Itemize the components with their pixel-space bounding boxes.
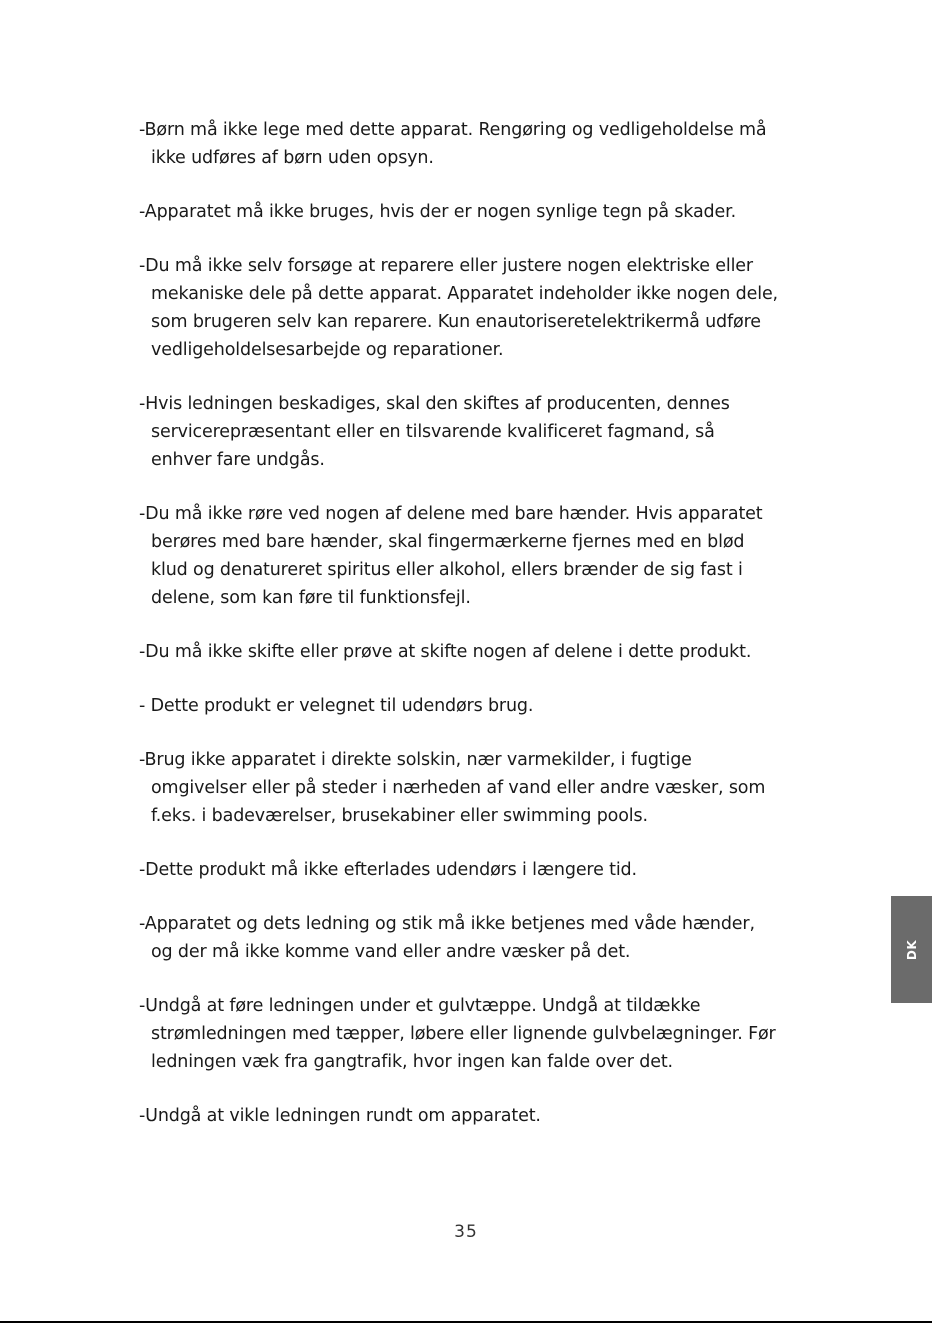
instruction-line: servicerepræsentant eller en tilsvarende kvalificeret fagmand, så <box>151 422 715 442</box>
instruction-line: og der må ikke komme vand eller andre væsker på det. <box>151 942 631 962</box>
instruction-line: ledningen væk fra gangtrafik, hvor ingen kan falde over det. <box>151 1052 673 1072</box>
instruction-line: som brugeren selv kan reparere. Kun enautoriseretelektrikermå udføre <box>151 312 761 332</box>
instruction-line: -Du må ikke røre ved nogen af delene med bare hænder. Hvis apparatet <box>139 504 763 524</box>
instruction-line: strømledningen med tæpper, løbere eller lignende gulvbelægninger. Før <box>151 1024 776 1044</box>
instruction-line: - Dette produkt er velegnet til udendørs brug. <box>139 696 534 716</box>
instruction-line: vedligeholdelsesarbejde og reparationer. <box>151 340 504 360</box>
instruction-line: ikke udføres af børn uden opsyn. <box>151 148 434 168</box>
instruction-item <box>139 692 819 720</box>
instruction-line: klud og denatureret spiritus eller alkohol, ellers brænder de sig fast i <box>151 560 743 580</box>
instruction-line: -Du må ikke selv forsøge at reparere eller justere nogen elektriske eller <box>139 256 753 276</box>
instruction-item <box>139 252 819 364</box>
instruction-line: -Børn må ikke lege med dette apparat. Rengøring og vedligeholdelse må <box>139 120 767 140</box>
instruction-line: -Du må ikke skifte eller prøve at skifte nogen af delene i dette produkt. <box>139 642 752 662</box>
instruction-line: f.eks. i badeværelser, brusekabiner eller swimming pools. <box>151 806 648 826</box>
page-number: 35 <box>454 1222 478 1242</box>
instruction-item <box>139 910 819 966</box>
safety-instructions <box>139 116 819 1156</box>
instruction-line: -Apparatet og dets ledning og stik må ikke betjenes med våde hænder, <box>139 914 755 934</box>
instruction-line: mekaniske dele på dette apparat. Apparatet indeholder ikke nogen dele, <box>151 284 778 304</box>
instruction-line: omgivelser eller på steder i nærheden af vand eller andre væsker, som <box>151 778 766 798</box>
language-tab <box>891 896 932 1003</box>
instruction-line: -Apparatet må ikke bruges, hvis der er nogen synlige tegn på skader. <box>139 202 736 222</box>
instruction-line: -Dette produkt må ikke efterlades udendørs i længere tid. <box>139 860 637 880</box>
language-tab-label: DK <box>904 939 919 960</box>
instruction-item <box>139 638 819 666</box>
instruction-line: -Undgå at vikle ledningen rundt om apparatet. <box>139 1106 541 1126</box>
instruction-item <box>139 746 819 830</box>
instruction-line: -Hvis ledningen beskadiges, skal den skiftes af producenten, dennes <box>139 394 730 414</box>
instruction-item <box>139 500 819 612</box>
instruction-line: -Undgå at føre ledningen under et gulvtæppe. Undgå at tildække <box>139 996 701 1016</box>
instruction-line: delene, som kan føre til funktionsfejl. <box>151 588 471 608</box>
instruction-item <box>139 1102 819 1130</box>
instruction-item <box>139 116 819 172</box>
instruction-line: enhver fare undgås. <box>151 450 325 470</box>
instruction-item <box>139 198 819 226</box>
instruction-item <box>139 390 819 474</box>
instruction-item <box>139 856 819 884</box>
instruction-item <box>139 992 819 1076</box>
instruction-line: -Brug ikke apparatet i direkte solskin, nær varmekilder, i fugtige <box>139 750 692 770</box>
instruction-line: berøres med bare hænder, skal fingermærkerne fjernes med en blød <box>151 532 745 552</box>
